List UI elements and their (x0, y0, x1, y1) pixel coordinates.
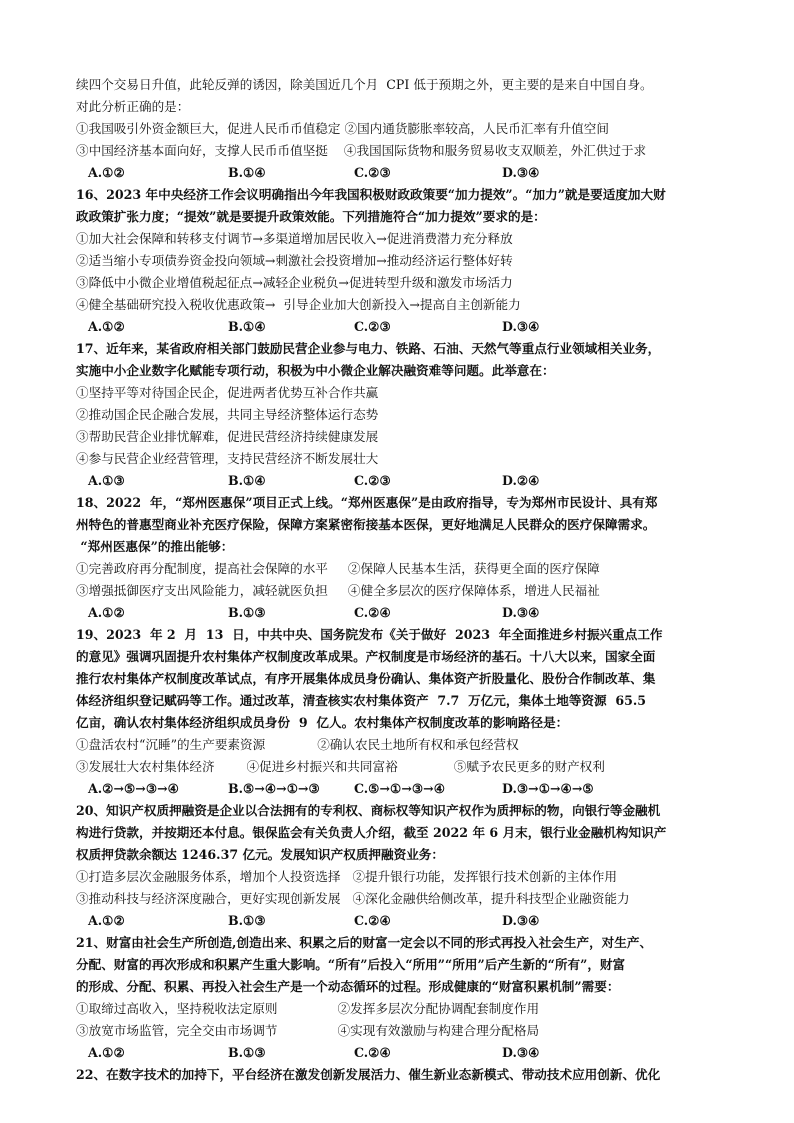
q16-option-line: ④健全基础研究投入税收优惠政策→ 引导企业加大创新投入→提高自主创新能力 (76, 297, 521, 312)
q21-choice-c[interactable]: C.②④ (354, 1045, 391, 1060)
q21-stem-line: 21、财富由社会生产所创造,创造出来、积累之后的财富一定会以不同的形式再投入社会生产，对生产、 (76, 935, 653, 950)
q19-option-line: ①盘活农村“沉睡”的生产要素资源 ②确认农民土地所有权和承包经营权 (76, 737, 519, 752)
q16-choice-c[interactable]: C.②③ (354, 319, 391, 334)
q21-option-line: ③放宽市场监管，完全交由市场调节 ④实现有效激励与构建合理分配格局 (76, 1023, 540, 1038)
q20-choice-a[interactable]: A.①② (88, 913, 125, 928)
q15-option-line: ①我国吸引外资金额巨大，促进人民币币值稳定 ②国内通货膨胀率较高，人民币汇率有升值空间 (76, 121, 609, 136)
q20-stem-line: 构进行贷款，并按期还本付息。银保监会有关负责人介绍，截至 2022 年 6 月末，银行业金融机构知识产 (76, 825, 667, 840)
q20-option-line: ①打造多层次金融服务体系，增加个人投资选择 ②提升银行功能，发挥银行技术创新的主体作用 (76, 869, 617, 884)
q15-stem-line: 续四个交易日升值，此轮反弹的诱因，除美国近几个月 CPI 低于预期之外，更主要的是来自中国自身。 (76, 77, 653, 92)
q20-choices (76, 910, 726, 932)
q17-option-line: ②推动国企民企融合发展，共同主导经济整体运行态势 (76, 407, 379, 422)
q17-choice-d[interactable]: D.②④ (502, 473, 540, 488)
q17-choices (76, 470, 726, 492)
q19-stem-line: 体经济组织登记赋码等工作。通过改革，清查核实农村集体资产 7.7 万亿元，集体土地等资源 65.5 (76, 693, 647, 708)
q20-choice-b[interactable]: B.①③ (228, 913, 266, 928)
q22-stem-line: 22、在数字技术的加持下，平台经济在激发创新发展活力、催生新业态新模式、带动技术应用创新、优化 (76, 1067, 661, 1082)
q18-option-line: ③增强抵御医疗支出风险能力，减轻就医负担 ④健全多层次的医疗保障体系，增进人民福祉 (76, 583, 600, 598)
q20-choice-c[interactable]: C.②④ (354, 913, 391, 928)
q17-option-line: ①坚持平等对待国企民企，促进两者优势互补合作共赢 (76, 385, 379, 400)
q16-option-line: ②适当缩小专项债券资金投向领域→刺激社会投资增加→推动经济运行整体好转 (76, 253, 513, 268)
q18-stem-line: 18、2022 年，“郑州医惠保”项目正式上线。“郑州医惠保”是由政府指导，专为郑州市民设计、具有郑 (76, 495, 658, 510)
q20-choice-d[interactable]: D.③④ (502, 913, 540, 928)
q18-choice-b[interactable]: B.①③ (228, 605, 266, 620)
q16-option-line: ③降低中小微企业增值税起征点→减轻企业税负→促进转型升级和激发市场活力 (76, 275, 513, 290)
q19-stem-line: 推行农村集体产权制度改革试点，有序开展集体成员身份确认、集体资产折股量化、股份合作制改革、集 (76, 671, 656, 686)
q16-choice-b[interactable]: B.①④ (228, 319, 266, 334)
q21-stem-line: 分配、财富的再次形成和积累产生重大影响。“所有”后投入“所用”“所用”后产生新的“所有”，财富 (76, 957, 626, 972)
q18-stem-line: “郑州医惠保”的推出能够： (76, 539, 234, 554)
q19-choice-a[interactable]: A.②→⑤→③→④ (88, 781, 179, 796)
q18-choice-d[interactable]: D.③④ (502, 605, 540, 620)
q15-choice-d[interactable]: D.③④ (502, 165, 540, 180)
q19-choices (76, 778, 726, 800)
q19-stem-line: 19、2023 年 2 月 13 日，中共中央、国务院发布《关于做好 2023 年全面推进乡村振兴重点工作 (76, 627, 663, 642)
q19-option-line: ③发展壮大农村集体经济 ④促进乡村振兴和共同富裕 ⑤赋予农民更多的财产权利 (76, 759, 605, 774)
q18-option-line: ①完善政府再分配制度，提高社会保障的水平 ②保障人民基本生活，获得更全面的医疗保障 (76, 561, 600, 576)
q21-choice-d[interactable]: D.③④ (502, 1045, 540, 1060)
q17-choice-a[interactable]: A.①③ (88, 473, 125, 488)
q18-choices (76, 602, 726, 624)
q18-choice-c[interactable]: C.②④ (354, 605, 391, 620)
q15-option-line: ③中国经济基本面向好，支撑人民币币值坚挺 ④我国国际货物和服务贸易收支双顺差，外汇供过于求 (76, 143, 647, 158)
q21-stem-line: 的形成、分配、积累、再投入社会生产是一个动态循环的过程。形成健康的“财富积累机制”需要： (76, 979, 620, 994)
q19-choice-d[interactable]: D.③→①→④→⑤ (502, 781, 594, 796)
q15-choice-a[interactable]: A.①② (88, 165, 125, 180)
q17-stem-line: 实施中小企业数字化赋能专项行动，积极为中小微企业解决融资难等问题。此举意在： (76, 363, 555, 378)
q18-stem-line: 州特色的普惠型商业补充医疗保险，保障方案紧密衔接基本医保，更好地满足人民群众的医疗保障需求。 (76, 517, 656, 532)
q16-option-line: ①加大社会保障和转移支付调节→多渠道增加居民收入→促进消费潜力充分释放 (76, 231, 513, 246)
q17-choice-c[interactable]: C.②③ (354, 473, 391, 488)
q17-choice-b[interactable]: B.①④ (228, 473, 266, 488)
q17-option-line: ④参与民营企业经营管理，支持民营经济不断发展壮大 (76, 451, 379, 466)
q20-stem-line: 权质押贷款余额达 1246.37 亿元。发展知识产权质押融资业务： (76, 847, 444, 862)
exam-page (76, 74, 726, 1086)
q17-option-line: ③帮助民营企业排忧解难，促进民营经济持续健康发展 (76, 429, 379, 444)
q16-stem-line: 政政策扩张力度；“提效”就是要提升政策效能。下列措施符合“加力提效”要求的是： (76, 209, 546, 224)
q19-stem-line: 的意见》强调巩固提升农村集体产权制度改革成果。产权制度是市场经济的基石。十八大以来，国家全面 (76, 649, 656, 664)
q19-choice-b[interactable]: B.⑤→④→①→③ (228, 781, 320, 796)
q16-choice-d[interactable]: D.③④ (502, 319, 540, 334)
q17-stem-line: 17、近年来，某省政府相关部门鼓励民营企业参与电力、铁路、石油、天然气等重点行业领域相关业务， (76, 341, 661, 356)
q19-choice-c[interactable]: C.⑤→①→③→④ (354, 781, 446, 796)
q18-choice-a[interactable]: A.①② (88, 605, 125, 620)
q16-choice-a[interactable]: A.①② (88, 319, 125, 334)
q21-choices (76, 1042, 726, 1064)
q15-stem-line: 对此分析正确的是： (76, 99, 190, 114)
q19-stem-line: 亿亩，确认农村集体经济组织成员身份 9 亿人。农村集体产权制度改革的影响路径是： (76, 715, 569, 730)
q20-option-line: ③推动科技与经济深度融合，更好实现创新发展 ④深化金融供给侧改革，提升科技型企业融资能力 (76, 891, 630, 906)
q16-choices (76, 316, 726, 338)
q16-stem-line: 16、2023 年中央经济工作会议明确指出今年我国积极财政政策要“加力提效”。“加力”就是要适度加大财 (76, 187, 666, 202)
q15-choice-b[interactable]: B.①④ (228, 165, 266, 180)
q20-stem-line: 20、知识产权质押融资是企业以合法拥有的专利权、商标权等知识产权作为质押标的物，向银行等金融机 (76, 803, 661, 818)
q15-choice-c[interactable]: C.②③ (354, 165, 391, 180)
q21-choice-b[interactable]: B.①③ (228, 1045, 266, 1060)
q21-choice-a[interactable]: A.①② (88, 1045, 125, 1060)
q15-choices (76, 162, 726, 184)
q21-option-line: ①取缔过高收入，坚持税收法定原则 ②发挥多层次分配协调配套制度作用 (76, 1001, 540, 1016)
